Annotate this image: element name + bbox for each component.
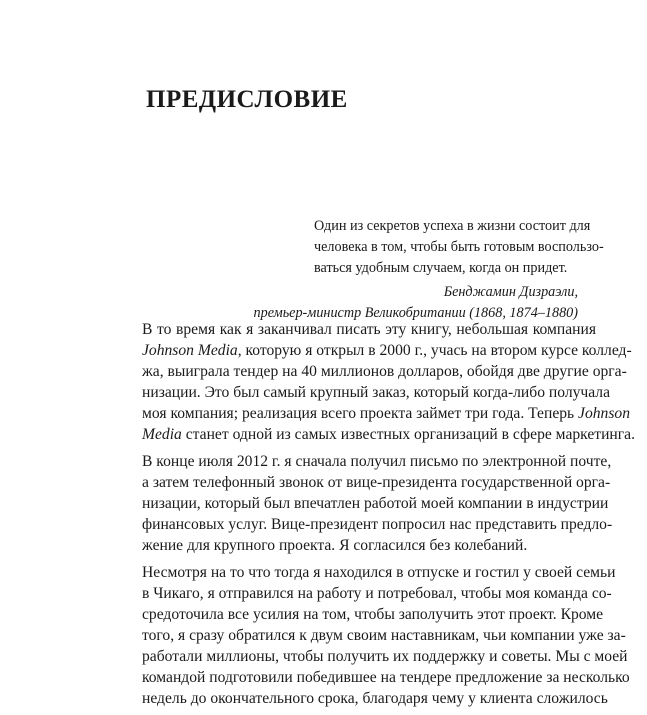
text-line [142, 583, 612, 604]
text-line [142, 688, 608, 709]
text-segment: станет одной из самых известных организаций в сфере маркетинга. [181, 426, 635, 443]
text-segment: жение для крупного проекта. Я согласился без колебаний. [142, 537, 528, 554]
epigraph-line: ваться удобным случаем, когда он придет. [314, 260, 568, 276]
text-line [142, 604, 604, 625]
text-segment: недель до окончательного срока, благодаря чему у клиента сложилось [142, 690, 608, 707]
paragraph [142, 562, 630, 709]
text-line [142, 514, 613, 535]
epigraph-quote [314, 216, 604, 279]
text-segment: командой подготовили победившее на тендере предложение за несколько [142, 669, 630, 686]
epigraph-author: Бенджамин Дизраэли, [443, 284, 578, 300]
text-segment: низации, который был впечатлен работой моей компании в индустрии [142, 495, 609, 512]
text-line [142, 535, 596, 556]
text-segment: того, я сразу обратился к двум своим наставникам, чьи компании уже за- [142, 627, 626, 644]
text-line [142, 451, 612, 472]
text-line [142, 319, 596, 340]
text-segment: В то время как я заканчивал писать эту книгу, небольшая компания [142, 321, 596, 338]
text-segment: моя компания; реализация всего проекта займет три года. Теперь [142, 405, 579, 422]
text-line [142, 667, 630, 688]
text-line [142, 424, 635, 445]
body-text [142, 319, 635, 715]
text-segment: Несмотря на то что тогда я находился в отпуске и гостил у своей семьи [142, 564, 616, 581]
italic-text: Media [142, 426, 182, 443]
text-segment: финансовых услуг. Вице-президент попросил нас представить предло- [142, 516, 613, 533]
text-line [142, 340, 632, 361]
text-segment: а затем телефонный звонок от вице-президента государственной орга- [142, 474, 611, 491]
text-segment: жа, выиграла тендер на 40 миллионов долларов, обойдя две другие орга- [142, 363, 627, 380]
chapter-title: ПРЕДИСЛОВИЕ [146, 86, 348, 113]
text-segment: В конце июля 2012 г. я сначала получил письмо по электронной почте, [142, 453, 612, 470]
text-line [142, 562, 616, 583]
epigraph-line: Один из секретов успеха в жизни состоит для [314, 218, 591, 234]
text-line [142, 493, 609, 514]
text-line [142, 646, 628, 667]
text-line [142, 361, 627, 382]
text-segment: средоточила все усилия на том, чтобы заполучить этот проект. Кроме [142, 606, 604, 623]
text-segment: работали миллионы, чтобы получить их поддержку и советы. Мы с моей [142, 648, 628, 665]
text-line [142, 382, 611, 403]
epigraph-author-role: премьер-министр Великобритании (1868, 1874–1880) [253, 305, 578, 321]
epigraph-line: человека в том, чтобы быть готовым воспользо- [314, 239, 604, 255]
paragraph [142, 319, 635, 445]
text-line [142, 403, 631, 424]
text-segment: , которую я открыл в 2000 г., учась на втором курсе коллед- [237, 342, 632, 359]
text-line [142, 625, 626, 646]
text-line [142, 472, 611, 493]
text-segment: низации. Это был самый крупный заказ, который когда-либо получала [142, 384, 611, 401]
italic-text: Johnson Media [142, 342, 238, 359]
text-segment: в Чикаго, я отправился на работу и потребовал, чтобы моя команда со- [142, 585, 612, 602]
paragraph [142, 451, 613, 556]
italic-text: Johnson [578, 405, 631, 422]
